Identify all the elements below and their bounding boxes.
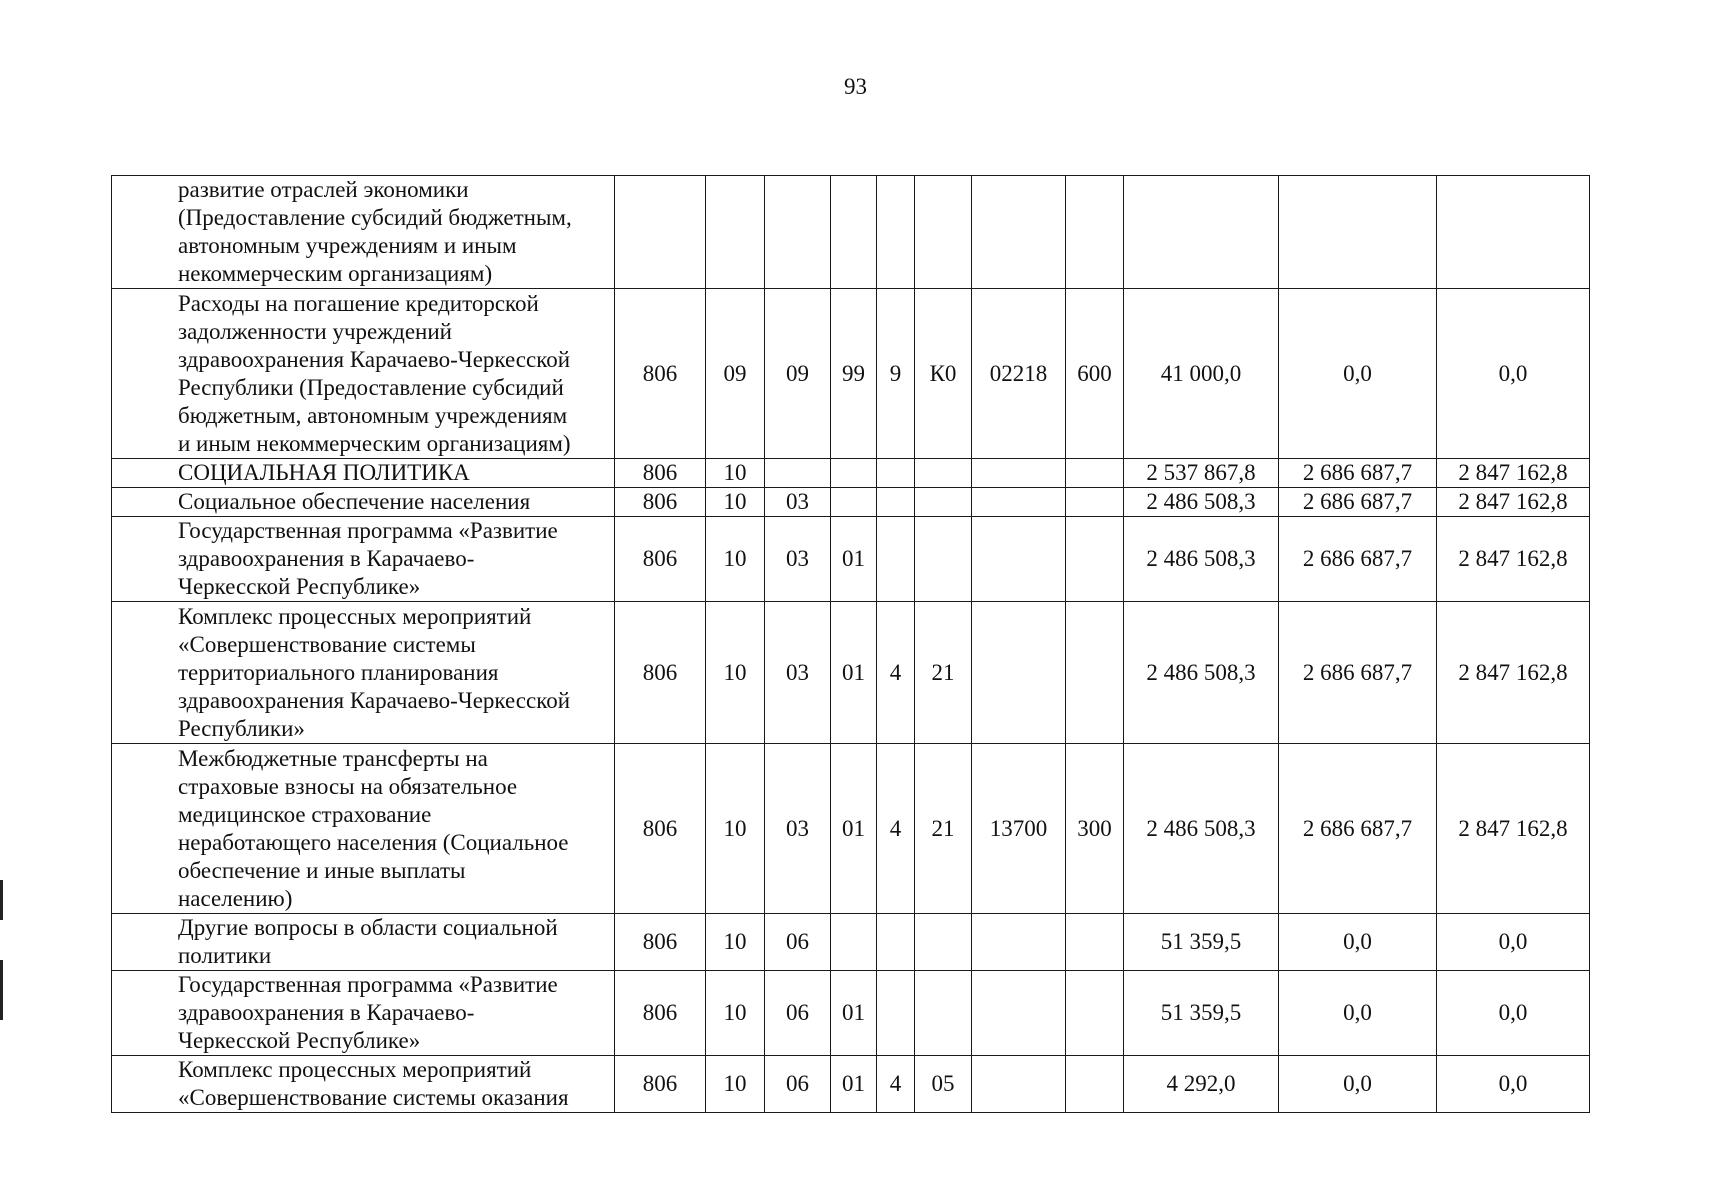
subsection-cell: 03 [765, 517, 831, 602]
subprogram-cell: К0 [915, 289, 972, 459]
table-row [112, 602, 1590, 744]
budget-table [111, 175, 1590, 1113]
expense-code-cell [972, 914, 1066, 971]
amount-year-3-cell [1437, 176, 1590, 289]
direction-cell: 4 [877, 744, 915, 914]
direction-cell [877, 517, 915, 602]
subsection-cell: 03 [765, 488, 831, 517]
section-cell: 10 [706, 744, 765, 914]
kvsr-cell: 806 [615, 914, 706, 971]
direction-cell [877, 459, 915, 488]
amount-year-1-cell: 2 486 508,3 [1124, 488, 1279, 517]
section-cell: 10 [706, 459, 765, 488]
direction-cell: 4 [877, 1056, 915, 1113]
row-name-cell: Другие вопросы в области социальной политики [112, 914, 615, 971]
expense-type-cell [1066, 176, 1124, 289]
amount-year-3-cell: 2 847 162,8 [1437, 488, 1590, 517]
section-cell: 09 [706, 289, 765, 459]
subsection-cell [765, 459, 831, 488]
subprogram-cell: 21 [915, 602, 972, 744]
table-row [112, 1056, 1590, 1113]
subsection-cell [765, 176, 831, 289]
row-name-cell: Государственная программа «Развитие здравоохранения в Карачаево- Черкесской Республике» [112, 971, 615, 1056]
program-cell: 01 [831, 971, 877, 1056]
program-cell: 01 [831, 1056, 877, 1113]
subsection-cell: 03 [765, 744, 831, 914]
amount-year-3-cell: 2 847 162,8 [1437, 602, 1590, 744]
row-name-cell: развитие отраслей экономики (Предоставление субсидий бюджетным, автономным учреждениям и иным некоммерческим организациям) [112, 176, 615, 289]
amount-year-3-cell: 0,0 [1437, 1056, 1590, 1113]
subsection-cell: 06 [765, 971, 831, 1056]
kvsr-cell: 806 [615, 602, 706, 744]
amount-year-1-cell: 2 486 508,3 [1124, 517, 1279, 602]
table-row [112, 914, 1590, 971]
kvsr-cell: 806 [615, 517, 706, 602]
kvsr-cell: 806 [615, 488, 706, 517]
subprogram-cell: 21 [915, 744, 972, 914]
amount-year-1-cell: 51 359,5 [1124, 971, 1279, 1056]
section-cell: 10 [706, 1056, 765, 1113]
program-cell: 01 [831, 517, 877, 602]
kvsr-cell: 806 [615, 289, 706, 459]
table-row [112, 971, 1590, 1056]
section-cell: 10 [706, 602, 765, 744]
expense-code-cell [972, 517, 1066, 602]
subprogram-cell: 05 [915, 1056, 972, 1113]
kvsr-cell: 806 [615, 971, 706, 1056]
expense-type-cell [1066, 488, 1124, 517]
table-row [112, 488, 1590, 517]
amount-year-1-cell: 2 486 508,3 [1124, 744, 1279, 914]
program-cell [831, 176, 877, 289]
row-name-cell: Социальное обеспечение населения [112, 488, 615, 517]
program-cell: 99 [831, 289, 877, 459]
subsection-cell: 06 [765, 1056, 831, 1113]
kvsr-cell: 806 [615, 459, 706, 488]
table-row [112, 176, 1590, 289]
expense-type-cell [1066, 914, 1124, 971]
program-cell [831, 459, 877, 488]
section-cell [706, 176, 765, 289]
row-name-cell: Расходы на погашение кредиторской задолженности учреждений здравоохранения Карачаево-Черкесской Республики (Предоставление субсидий бюджетным, автономным учреждениям и иным некоммерческим организациям) [112, 289, 615, 459]
subprogram-cell [915, 971, 972, 1056]
table-row [112, 289, 1590, 459]
expense-type-cell [1066, 971, 1124, 1056]
amount-year-2-cell: 2 686 687,7 [1279, 602, 1437, 744]
subsection-cell: 03 [765, 602, 831, 744]
table-row [112, 517, 1590, 602]
direction-cell: 4 [877, 602, 915, 744]
amount-year-1-cell [1124, 176, 1279, 289]
amount-year-1-cell: 2 486 508,3 [1124, 602, 1279, 744]
amount-year-2-cell: 0,0 [1279, 914, 1437, 971]
direction-cell [877, 971, 915, 1056]
direction-cell: 9 [877, 289, 915, 459]
row-name-cell: Государственная программа «Развитие здравоохранения в Карачаево- Черкесской Республике» [112, 517, 615, 602]
direction-cell [877, 914, 915, 971]
subsection-cell: 09 [765, 289, 831, 459]
row-name-cell: Межбюджетные трансферты на страховые взносы на обязательное медицинское страхование неработающего населения (Социальное обеспечение и иные выплаты населению) [112, 744, 615, 914]
row-name-cell: Комплекс процессных мероприятий «Совершенствование системы оказания [112, 1056, 615, 1113]
subprogram-cell [915, 176, 972, 289]
subprogram-cell [915, 459, 972, 488]
subsection-cell: 06 [765, 914, 831, 971]
amount-year-2-cell [1279, 176, 1437, 289]
expense-type-cell: 300 [1066, 744, 1124, 914]
expense-code-cell [972, 459, 1066, 488]
program-cell [831, 488, 877, 517]
expense-code-cell [972, 176, 1066, 289]
expense-type-cell: 600 [1066, 289, 1124, 459]
section-cell: 10 [706, 517, 765, 602]
expense-code-cell [972, 488, 1066, 517]
amount-year-2-cell: 2 686 687,7 [1279, 459, 1437, 488]
expense-type-cell [1066, 1056, 1124, 1113]
amount-year-1-cell: 51 359,5 [1124, 914, 1279, 971]
table-row [112, 744, 1590, 914]
amount-year-2-cell: 2 686 687,7 [1279, 488, 1437, 517]
amount-year-3-cell: 0,0 [1437, 914, 1590, 971]
row-name-cell: СОЦИАЛЬНАЯ ПОЛИТИКА [112, 459, 615, 488]
table-row [112, 459, 1590, 488]
amount-year-1-cell: 41 000,0 [1124, 289, 1279, 459]
expense-code-cell: 13700 [972, 744, 1066, 914]
scan-edge-mark [0, 960, 3, 1020]
row-name-cell: Комплекс процессных мероприятий «Совершенствование системы территориального планирования здравоохранения Карачаево-Черкесской Республики» [112, 602, 615, 744]
kvsr-cell: 806 [615, 744, 706, 914]
subprogram-cell [915, 488, 972, 517]
section-cell: 10 [706, 914, 765, 971]
kvsr-cell [615, 176, 706, 289]
amount-year-2-cell: 2 686 687,7 [1279, 744, 1437, 914]
table-body [112, 176, 1590, 1113]
amount-year-1-cell: 4 292,0 [1124, 1056, 1279, 1113]
expense-type-cell [1066, 517, 1124, 602]
kvsr-cell: 806 [615, 1056, 706, 1113]
expense-code-cell [972, 602, 1066, 744]
amount-year-3-cell: 2 847 162,8 [1437, 517, 1590, 602]
subprogram-cell [915, 914, 972, 971]
amount-year-3-cell: 0,0 [1437, 971, 1590, 1056]
amount-year-3-cell: 2 847 162,8 [1437, 744, 1590, 914]
direction-cell [877, 176, 915, 289]
program-cell: 01 [831, 602, 877, 744]
amount-year-3-cell: 0,0 [1437, 289, 1590, 459]
section-cell: 10 [706, 971, 765, 1056]
amount-year-3-cell: 2 847 162,8 [1437, 459, 1590, 488]
expense-code-cell [972, 971, 1066, 1056]
program-cell: 01 [831, 744, 877, 914]
expense-type-cell [1066, 459, 1124, 488]
amount-year-2-cell: 0,0 [1279, 289, 1437, 459]
direction-cell [877, 488, 915, 517]
expense-code-cell: 02218 [972, 289, 1066, 459]
subprogram-cell [915, 517, 972, 602]
amount-year-2-cell: 2 686 687,7 [1279, 517, 1437, 602]
section-cell: 10 [706, 488, 765, 517]
amount-year-2-cell: 0,0 [1279, 1056, 1437, 1113]
expense-code-cell [972, 1056, 1066, 1113]
scan-edge-mark [0, 880, 3, 920]
amount-year-1-cell: 2 537 867,8 [1124, 459, 1279, 488]
amount-year-2-cell: 0,0 [1279, 971, 1437, 1056]
page-number: 93 [844, 74, 867, 99]
budget-table-container [111, 175, 1589, 1113]
program-cell [831, 914, 877, 971]
expense-type-cell [1066, 602, 1124, 744]
